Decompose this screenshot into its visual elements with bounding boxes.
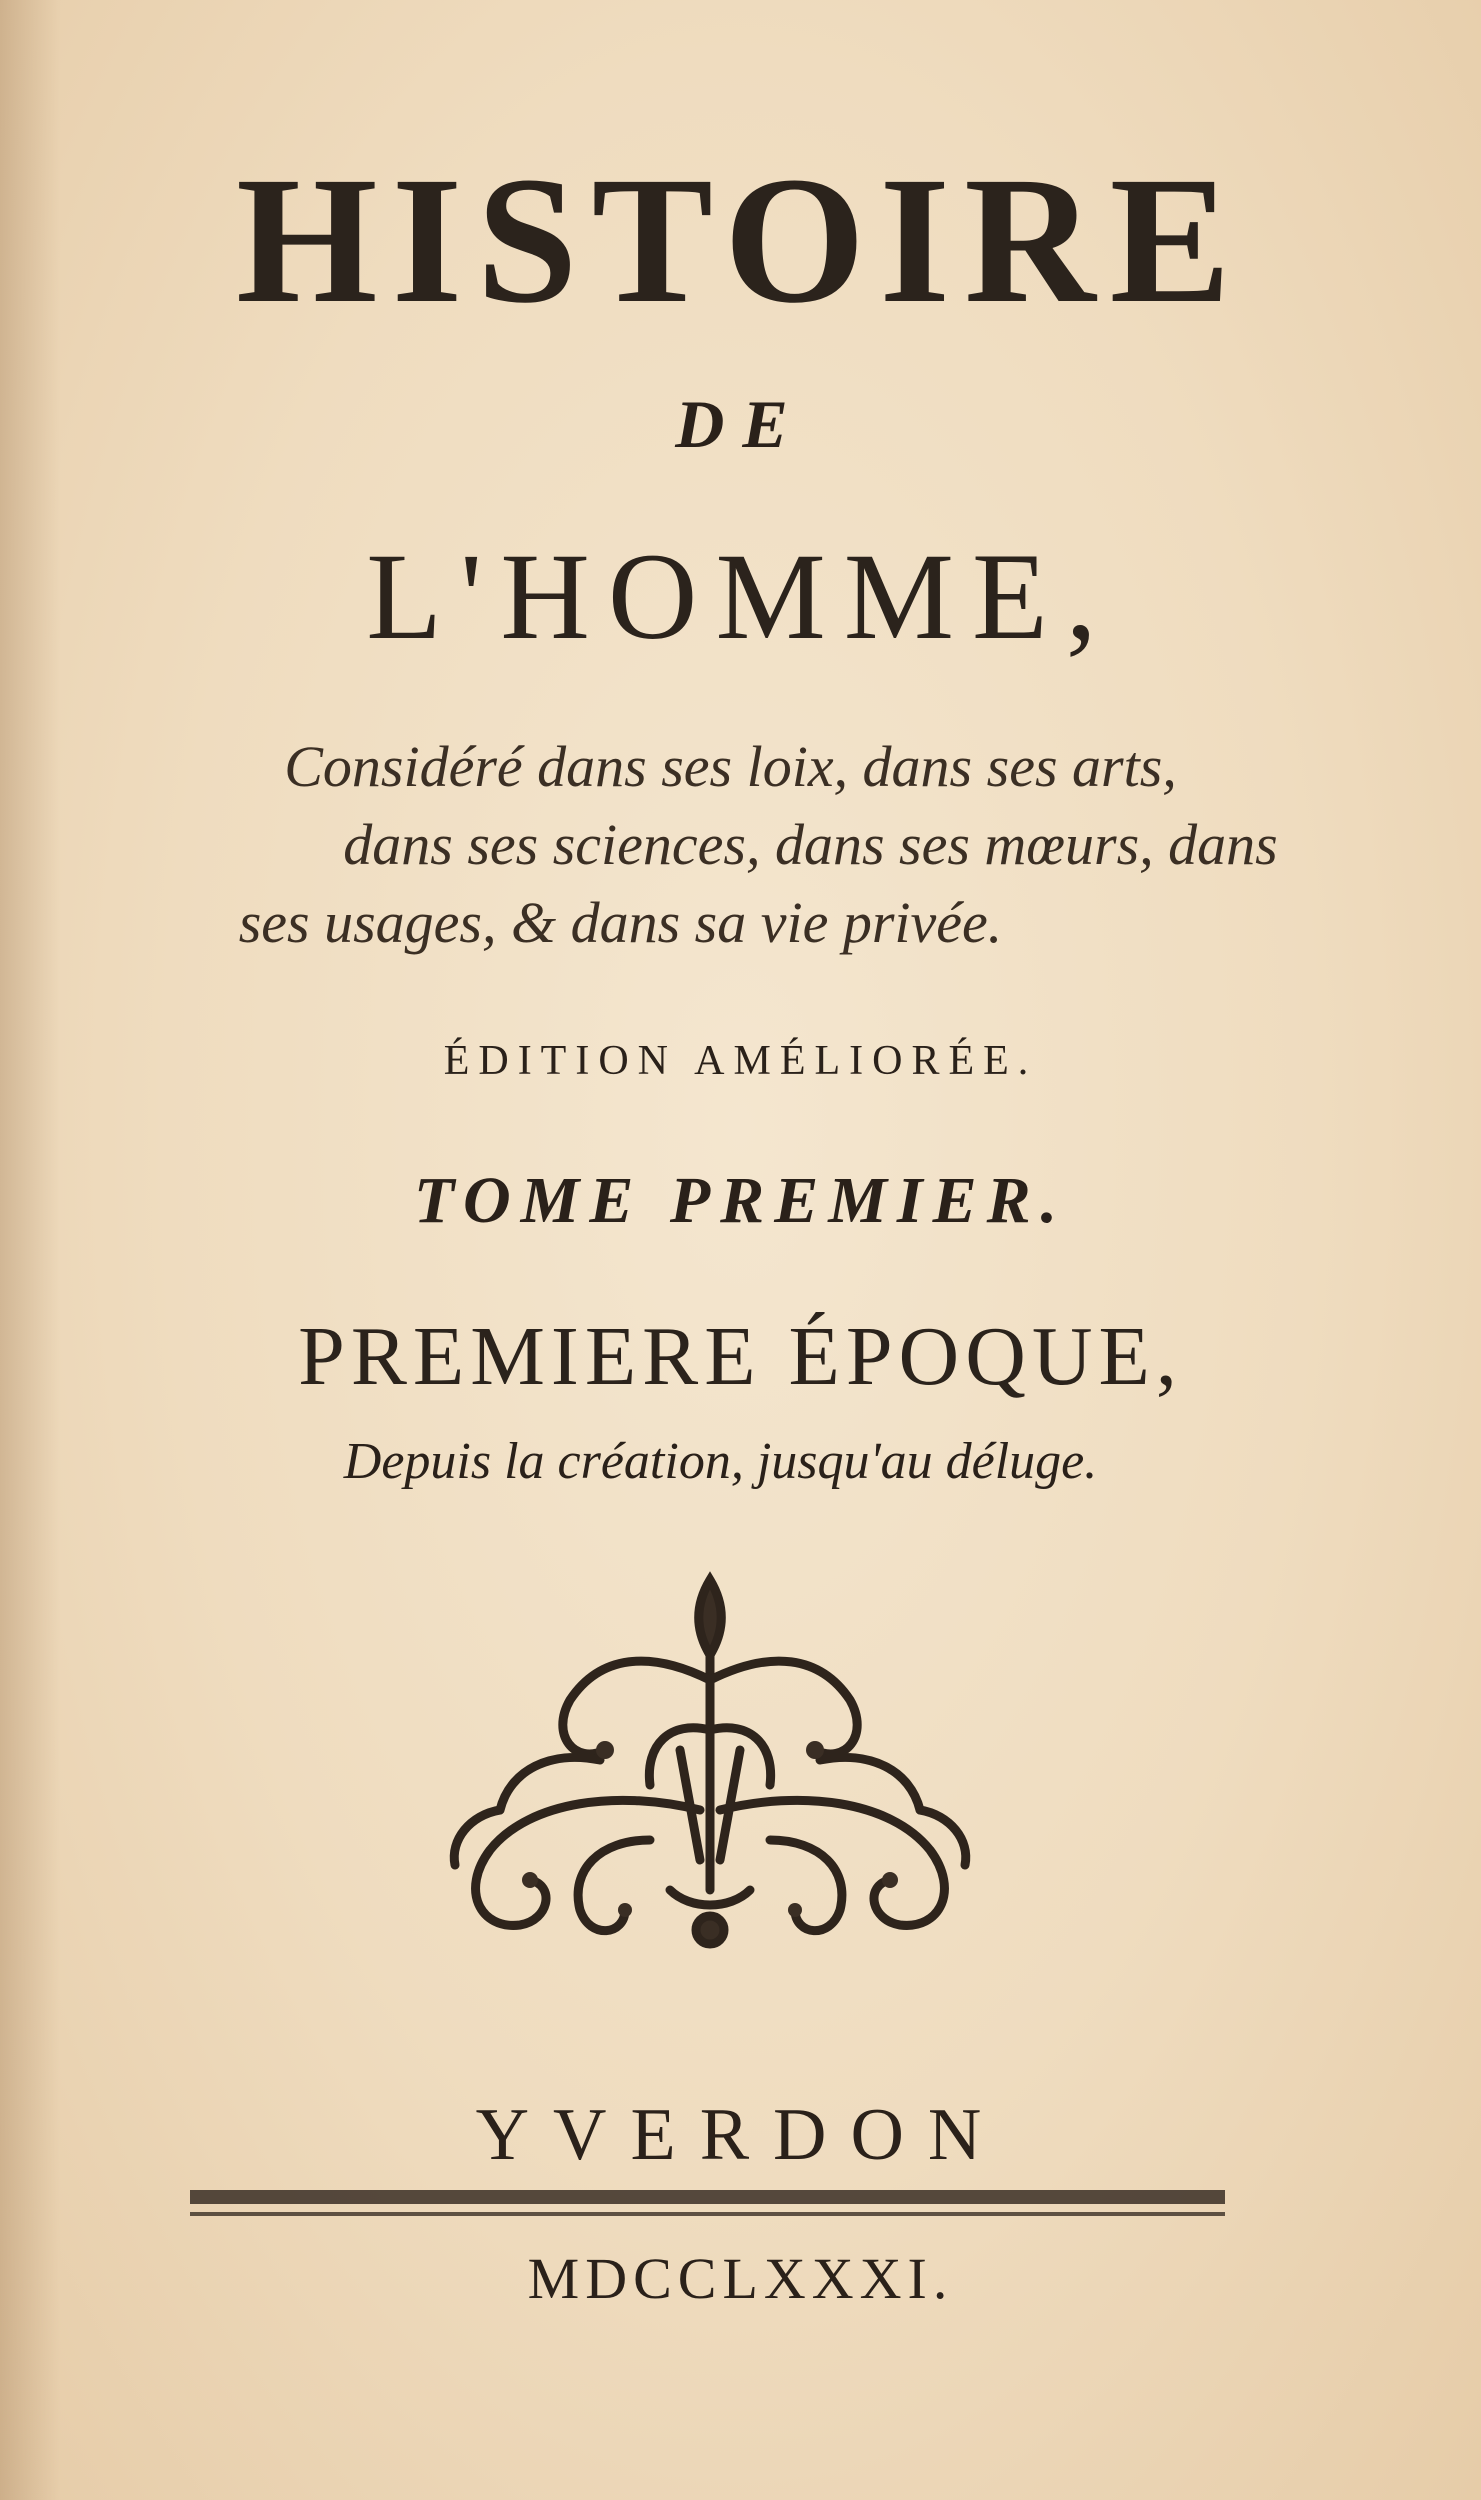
epoch-description: Depuis la création, jusqu'au déluge. bbox=[343, 1433, 1098, 1490]
title-subject: L'HOMME, bbox=[366, 528, 1115, 665]
subtitle-line-2: dans ses sciences, dans ses mœurs, dans bbox=[343, 812, 1278, 877]
imprint-rule-thin bbox=[190, 2212, 1225, 2216]
imprint-place: YVERDON bbox=[475, 2094, 1006, 2176]
title-preposition: DE bbox=[675, 386, 806, 462]
fleuron-ornament-icon bbox=[400, 1560, 1020, 1980]
imprint-year: MDCCLXXXI. bbox=[527, 2246, 954, 2311]
imprint-rule-thick bbox=[190, 2190, 1225, 2204]
edition-statement: ÉDITION AMÉLIORÉE. bbox=[443, 1038, 1038, 1084]
book-title: HISTOIRE bbox=[236, 140, 1245, 341]
subtitle-line-1: Considéré dans ses loix, dans ses arts, bbox=[284, 734, 1177, 799]
epoch-heading: PREMIERE ÉPOQUE, bbox=[298, 1310, 1183, 1403]
subtitle-line-3: ses usages, & dans sa vie privée. bbox=[238, 890, 1003, 955]
volume-statement: TOME PREMIER. bbox=[413, 1164, 1068, 1237]
